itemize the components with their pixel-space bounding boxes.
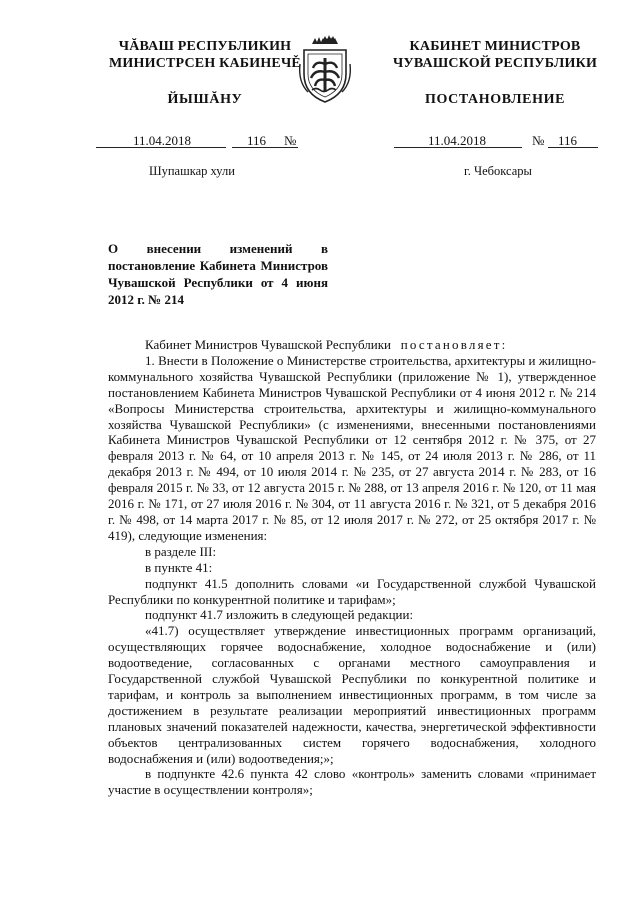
doc-type-russian: ПОСТАНОВЛЕНИЕ [424,92,566,107]
right-date: 11.04.2018 [428,133,487,148]
intro-paragraph [108,337,596,353]
paragraph-1: 1. Внести в Положение о Министерстве строительства, архитектуры и жилищно-коммунального хозяйства Чувашской Республики (приложение № 1), утвержденное постановлением Кабинета Министров Чувашской Республики от 4 июня 2012 г. № 214 «Вопросы Министерства строительства, архитектуры и жилищно-коммунального хозяйства Чувашской Республики» (с изменениями, внесенными постановлениями Кабинета Министров Чувашской Республики от 12 сентября 2012 г. № 375, от 27 февраля 2013 г. № 64, от 10 апреля 2013 г. № 145, от 24 июля 2013 г. № 286, от 11 декабря 2013 г. № 494, от 10 июля 2014 г. № 235, от 27 августа 2014 г. № 283, от 16 февраля 2015 г. № 33, от 12 августа 2015 г. № 288, от 13 апреля 2016 г. № 120, от 11 мая 2016 г. № 171, от 27 июля 2016 г. № 304, от 11 августа 2016 г. № 321, от 5 декабря 2016 г. № 498, от 14 марта 2017 г. № 85, от 12 июля 2017 г. № 272, от 25 октября 2017 г. № 419), следующие изменения: [108,352,596,543]
left-date-number-line [96,133,321,149]
left-no-sign: № [284,133,297,148]
doc-type-chuvash: ЙЫШĂНУ [167,92,243,107]
document-body [108,337,596,798]
coat-of-arms-emblem-icon [296,34,354,106]
header-right-russian [385,38,605,108]
org-name-chuvash-line1: ЧĂВАШ РЕСПУБЛИКИН [118,39,292,54]
paragraph-2: в разделе III: [145,543,217,559]
right-number: 116 [558,133,578,148]
intro-subject: Кабинет Министров Чувашской Республики [145,337,391,352]
paragraph-7: в подпункте 42.6 пункта 42 слово «контроль» заменить словами «принимает участие в осуществлении контроля»; [108,766,596,798]
right-date-number-line [394,133,599,149]
paragraph-4: подпункт 41.5 дополнить словами «и Государственной службой Чувашской Республики по конкурентной политике и тарифам»; [108,575,596,607]
org-name-chuvash-line2: МИНИСТРСЕН КАБИНЕЧĚ [109,56,301,71]
header-left-chuvash [95,38,315,108]
document-title: О внесении изменений в постановление Кабинета Министров Чувашской Республики от 4 июня 2012 г. № 214 [108,241,328,307]
left-date: 11.04.2018 [133,133,192,148]
paragraph-6: «41.7) осуществляет утверждение инвестиционных программ организаций, осуществляющих горячее водоснабжение, холодное водоснабжение и (или) водоотведение, согласованных с органами местного самоуправления и Государственной службой Чувашской Республики по конкурентной политике и тарифам, и контроль за выполнением инвестиционных программ, в том числе за достижением в результате реализации мероприятий инвестиционных программ плановых значений показателей надежности, качества, энергетической эффективности объектов централизованных систем горячего водоснабжения, холодного водоснабжения и (или) водоотведения;»; [108,623,596,766]
paragraph-3: в пункте 41: [145,559,213,575]
intro-verb: постановляет: [400,337,508,352]
org-name-russian-line1: КАБИНЕТ МИНИСТРОВ [409,39,581,54]
city-chuvash: Шупашкар хули [149,164,235,178]
org-name-russian-line2: ЧУВАШСКОЙ РЕСПУБЛИКИ [392,56,598,71]
right-no-sign: № [532,133,545,148]
left-number: 116 [247,133,267,148]
city-russian: г. Чебоксары [464,164,532,178]
paragraph-5: подпункт 41.7 изложить в следующей редакции: [145,607,414,623]
